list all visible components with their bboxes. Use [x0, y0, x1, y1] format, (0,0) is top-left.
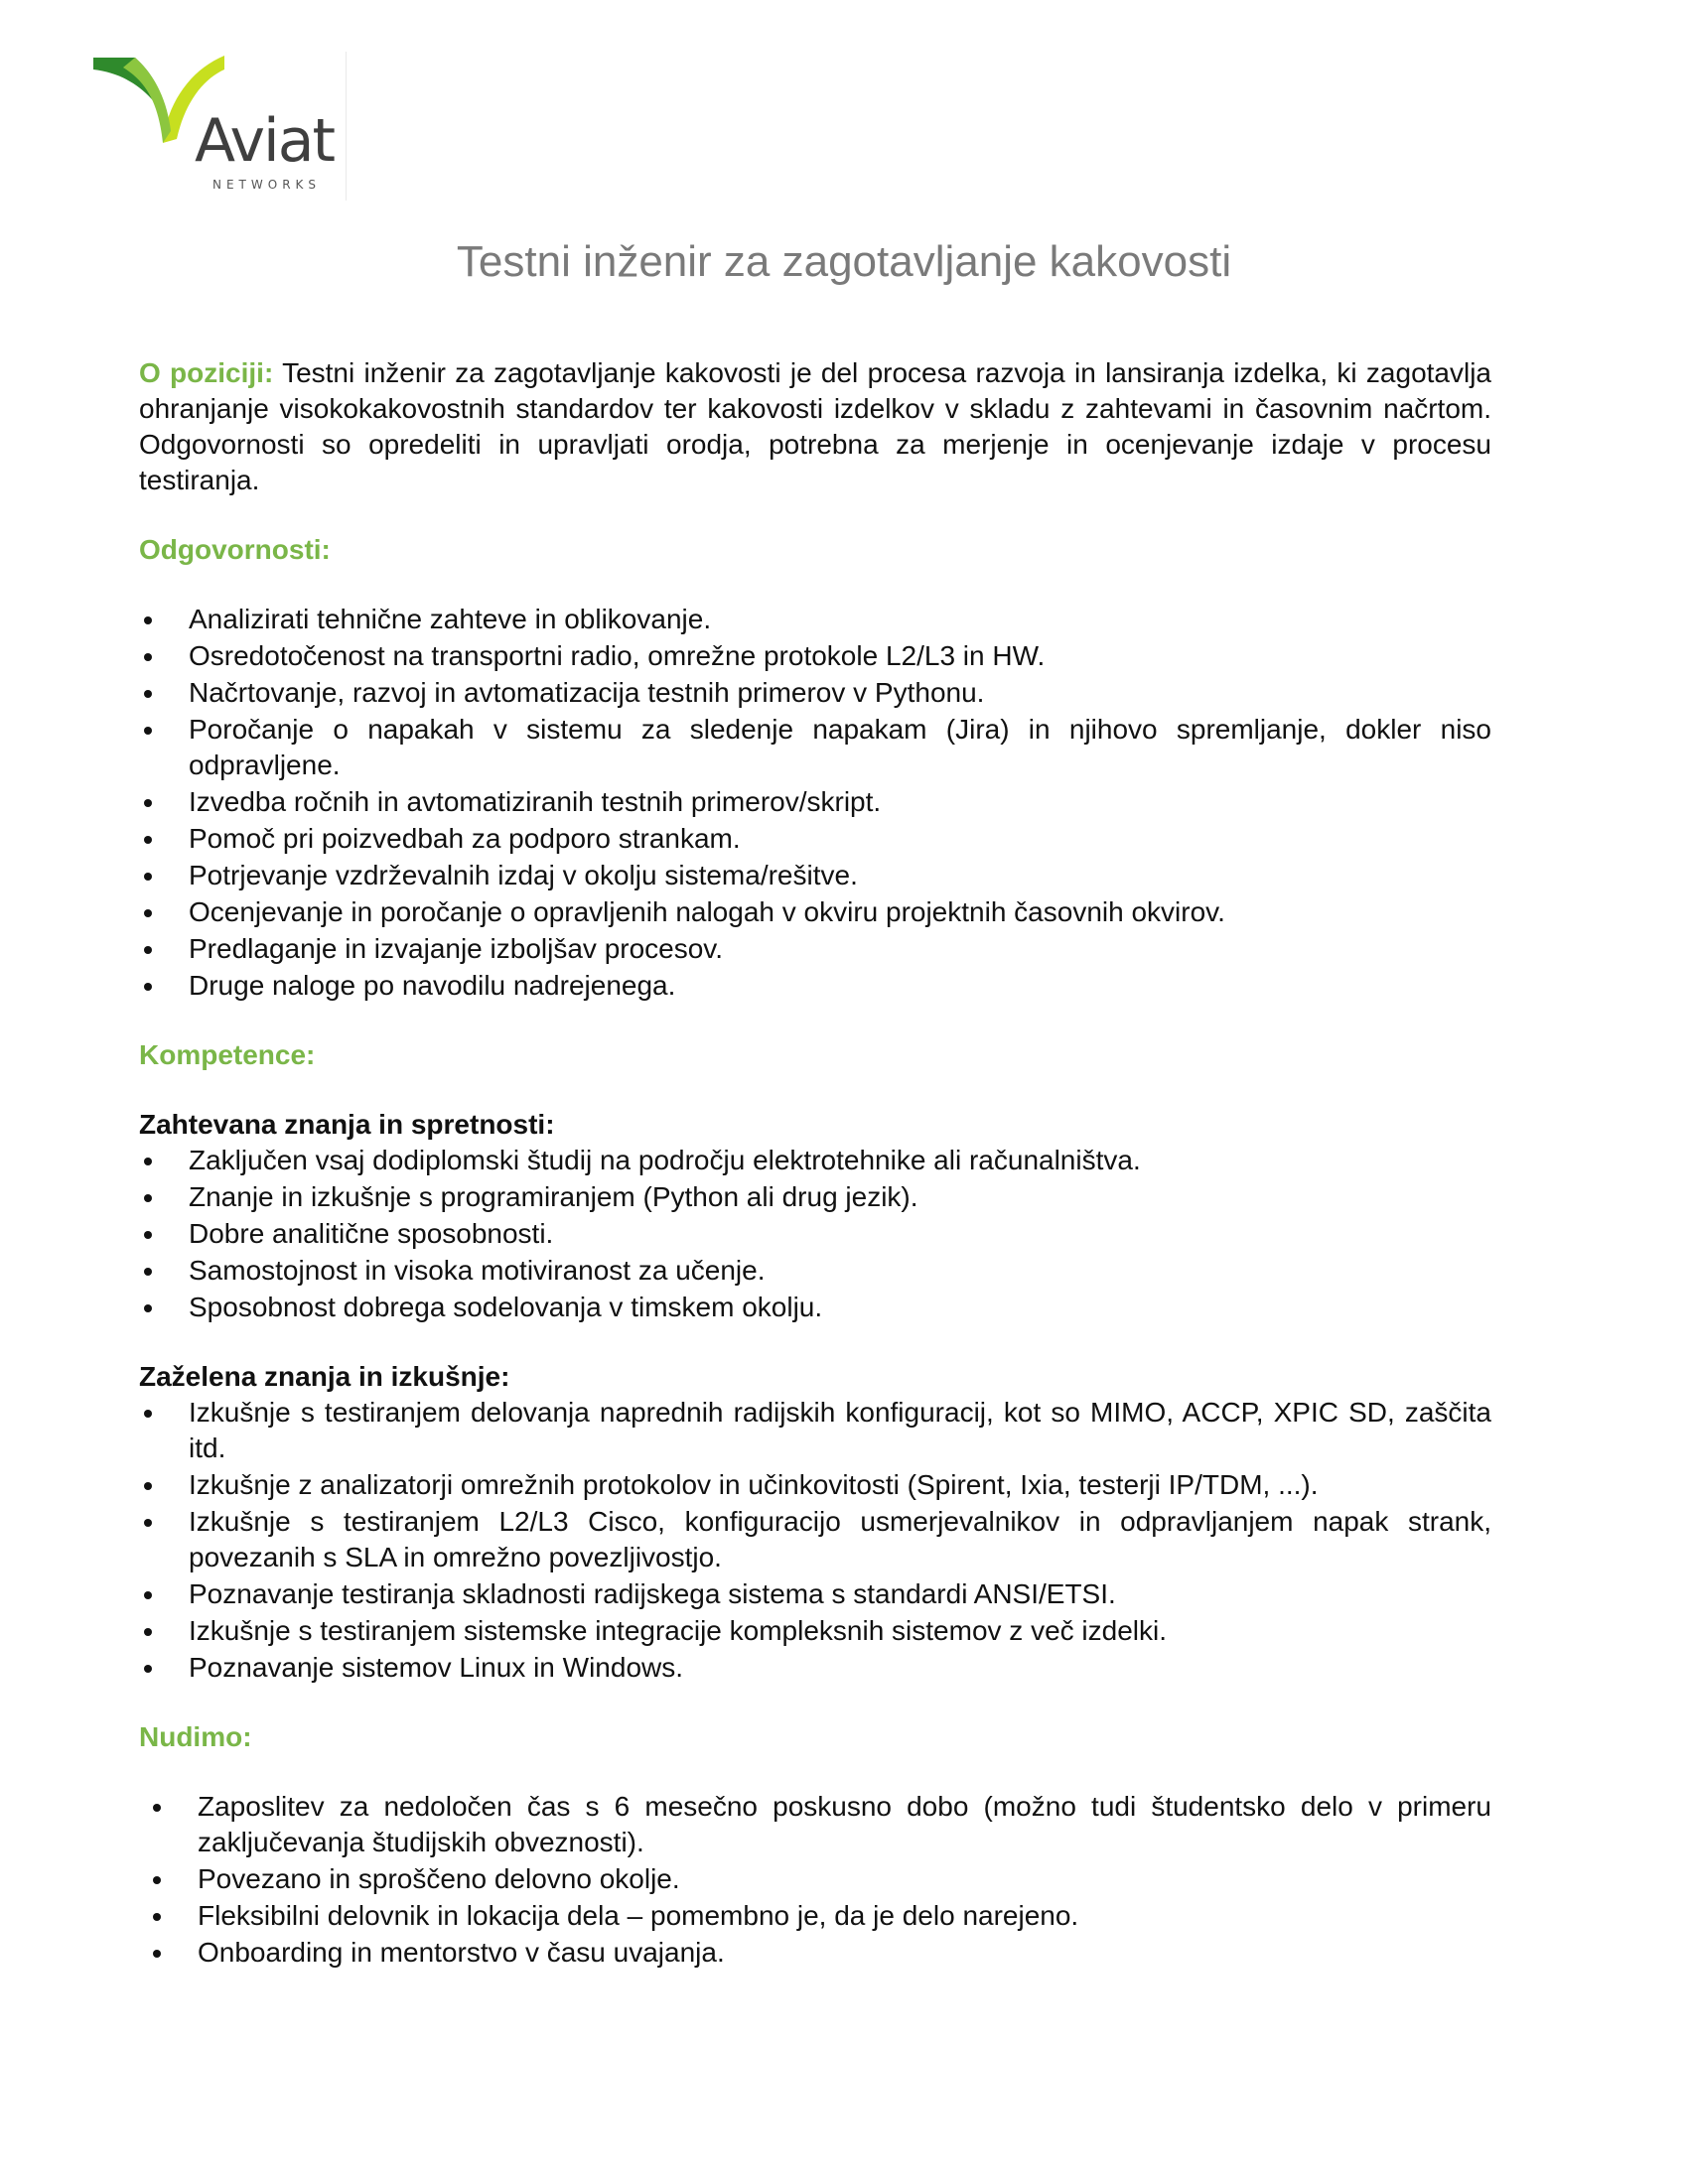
list-item: Druge naloge po navodilu nadrejenega. [189, 968, 1491, 1004]
list-item: Načrtovanje, razvoj in avtomatizacija testnih primerov v Pythonu. [189, 675, 1491, 711]
company-logo [87, 52, 347, 201]
desired-skills-heading: Zaželena znanja in izkušnje: [139, 1361, 510, 1392]
list-item: Poznavanje testiranja skladnosti radijskega sistema s standardi ANSI/ETSI. [189, 1576, 1491, 1612]
intro-text: Testni inženir za zagotavljanje kakovosti je del procesa razvoja in lansiranja izdelka, ki zagotavlja ohranjanje visokokakovostnih standardov ter kakovosti izdelkov v skladu z zahtevami in časovnim načrtom. Odgovornosti so opredeliti in upravljati orodja, potrebna za merjenje in ocenjevanje izdaje v procesu testiranja. [139, 357, 1492, 495]
list-item: Potrjevanje vzdrževalnih izdaj v okolju sistema/rešitve. [189, 858, 1491, 893]
intro-label: O poziciji: [139, 357, 274, 388]
list-item: Ocenjevanje in poročanje o opravljenih nalogah v okviru projektnih časovnih okvirov. [189, 894, 1491, 930]
list-item: Poročanje o napakah v sistemu za sledenje napakam (Jira) in njihovo spremljanje, dokler niso odpravljene. [189, 712, 1491, 783]
list-item: Fleksibilni delovnik in lokacija dela – pomembno je, da je delo narejeno. [198, 1898, 1491, 1934]
list-item: Osredotočenost na transportni radio, omrežne protokole L2/L3 in HW. [189, 638, 1491, 674]
list-item: Zaposlitev za nedoločen čas s 6 mesečno poskusno dobo (možno tudi študentsko delo v primeru zaključevanja študijskih obveznosti). [198, 1789, 1491, 1860]
desired-skills-list [139, 1395, 1491, 1686]
responsibilities-list [139, 602, 1491, 1004]
responsibilities-heading: Odgovornosti: [139, 534, 331, 565]
list-item: Poznavanje sistemov Linux in Windows. [189, 1650, 1491, 1686]
required-skills-list [139, 1143, 1491, 1325]
list-item: Izkušnje s testiranjem sistemske integracije kompleksnih sistemov z več izdelki. [189, 1613, 1491, 1649]
list-item: Znanje in izkušnje s programiranjem (Python ali drug jezik). [189, 1179, 1491, 1215]
list-item: Dobre analitične sposobnosti. [189, 1216, 1491, 1252]
list-item: Izkušnje s testiranjem delovanja naprednih radijskih konfiguracij, kot so MIMO, ACCP, XPIC SD, zaščita itd. [189, 1395, 1491, 1466]
competences-heading: Kompetence: [139, 1039, 316, 1070]
list-item: Onboarding in mentorstvo v času uvajanja. [198, 1935, 1491, 1971]
offer-list [139, 1789, 1491, 1971]
page-title: Testni inženir za zagotavljanje kakovosti [456, 237, 1232, 286]
list-item: Izvedba ročnih in avtomatiziranih testnih primerov/skript. [189, 784, 1491, 820]
list-item: Izkušnje z analizatorji omrežnih protokolov in učinkovitosti (Spirent, Ixia, testerji IP/TDM, ...). [189, 1467, 1491, 1503]
list-item: Analizirati tehnične zahteve in oblikovanje. [189, 602, 1491, 637]
logo-wordmark: Aviat [195, 106, 334, 176]
logo-subtitle: NETWORKS [212, 178, 322, 192]
offer-heading: Nudimo: [139, 1721, 252, 1752]
list-item: Predlaganje in izvajanje izboljšav procesov. [189, 931, 1491, 967]
list-item: Sposobnost dobrega sodelovanja v timskem okolju. [189, 1290, 1491, 1325]
list-item: Samostojnost in visoka motiviranost za učenje. [189, 1253, 1491, 1289]
list-item: Zaključen vsaj dodiplomski študij na področju elektrotehnike ali računalništva. [189, 1143, 1491, 1178]
list-item: Pomoč pri poizvedbah za podporo strankam. [189, 821, 1491, 857]
intro-paragraph [139, 355, 1491, 498]
list-item: Izkušnje s testiranjem L2/L3 Cisco, konfiguracijo usmerjevalnikov in odpravljanjem napak strank, povezanih s SLA in omrežno povezljivostjo. [189, 1504, 1491, 1575]
document-body [139, 355, 1491, 2004]
required-skills-heading: Zahtevana znanja in spretnosti: [139, 1109, 555, 1140]
list-item: Povezano in sproščeno delovno okolje. [198, 1861, 1491, 1897]
